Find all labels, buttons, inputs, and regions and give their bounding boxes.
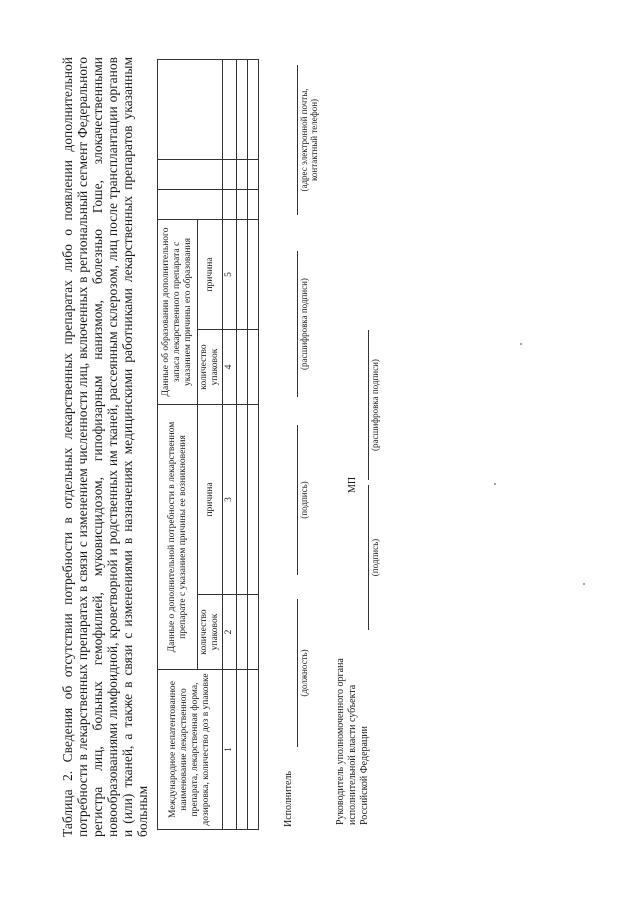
col-number: 4: [223, 330, 237, 405]
signature-line: [297, 425, 298, 575]
position-caption: (должность): [299, 649, 309, 697]
empty-cell: [223, 159, 237, 189]
decoding-caption: (расшифровка подписи): [299, 278, 309, 370]
position-line: [297, 599, 298, 747]
header-additional-stock: Данные об образовании дополнительного запаса лекарственного препарата с указанием причины его образования: [158, 219, 198, 404]
header-empty-2: [158, 159, 223, 189]
head-decoding-caption: (расшифровка подписи): [370, 359, 380, 451]
empty-cell: [237, 159, 248, 189]
scan-speck: [520, 343, 522, 345]
empty-cell: [237, 405, 248, 595]
header-inn: Международное непатентованное наименование лекарственного препарата, лекарственная форма, дозировка, количество доз в упаковке: [158, 670, 223, 830]
header-reason-2: причина: [198, 219, 223, 329]
scan-speck: [583, 583, 585, 585]
col-number: 2: [223, 595, 237, 670]
col-number: 3: [223, 405, 237, 595]
header-additional-need: Данные о дополнительной потребности в лекарственном препарате с указанием причины ее возникновения: [158, 405, 198, 670]
empty-cell: [237, 219, 248, 329]
head-label: Руководитель уполномоченного органа исполнительной власти субъекта Российской Федерации: [335, 658, 370, 825]
stamp-placeholder: МП: [347, 476, 358, 493]
empty-cell: [223, 59, 237, 159]
empty-cell: [248, 405, 259, 595]
head-decoding-line: [368, 330, 369, 480]
table-title: Таблица 2. Сведения об отсутствии потребности в отдельных лекарственных препаратах либо о появлении дополнительной потребности в лекарственных препаратах в связи с изменением численности лиц, включенных в региональный сегмент Федерального регистра лиц, больных гемофилией, муковисцидозом, гипофизарным нанизмом, болезнью Гоше, злокачественными новообразованиями лимфоидной, кроветворной и родственных им тканей, рассеянным склерозом, лиц после трансплантации органов и (или) тканей, а также в связи с изменениями в назначениях медицинскими работниками лекарственных препаратов указанным больным: [60, 57, 150, 837]
header-reason-1: причина: [198, 405, 223, 595]
empty-cell: [237, 330, 248, 405]
table-row: [248, 59, 259, 829]
empty-cell: [248, 59, 259, 159]
contact-caption: (адрес электронной почты, контактный телефон): [299, 88, 319, 192]
header-qty-2: количество упаковок: [198, 330, 223, 405]
col-number: 5: [223, 219, 237, 329]
signature-caption: (подпись): [299, 481, 309, 519]
empty-cell: [248, 330, 259, 405]
empty-cell: [237, 59, 248, 159]
empty-cell: [248, 159, 259, 189]
header-qty-1: количество упаковок: [198, 595, 223, 670]
empty-cell: [248, 670, 259, 830]
empty-cell: [248, 219, 259, 329]
empty-cell: [237, 595, 248, 670]
executor-label: Исполнитель: [283, 771, 294, 827]
head-signature-caption: (подпись): [370, 538, 380, 577]
decoding-line: [297, 251, 298, 397]
header-empty-1: [158, 189, 223, 219]
table-row: [237, 59, 248, 829]
scan-speck: [494, 483, 496, 485]
data-table: [157, 59, 259, 830]
empty-cell: [237, 189, 248, 219]
contact-line: [297, 65, 298, 215]
head-signature-line: [368, 485, 369, 630]
header-empty-3: [158, 59, 223, 159]
empty-cell: [237, 670, 248, 830]
empty-cell: [248, 189, 259, 219]
empty-cell: [223, 189, 237, 219]
empty-cell: [248, 595, 259, 670]
col-number: 1: [223, 670, 237, 830]
